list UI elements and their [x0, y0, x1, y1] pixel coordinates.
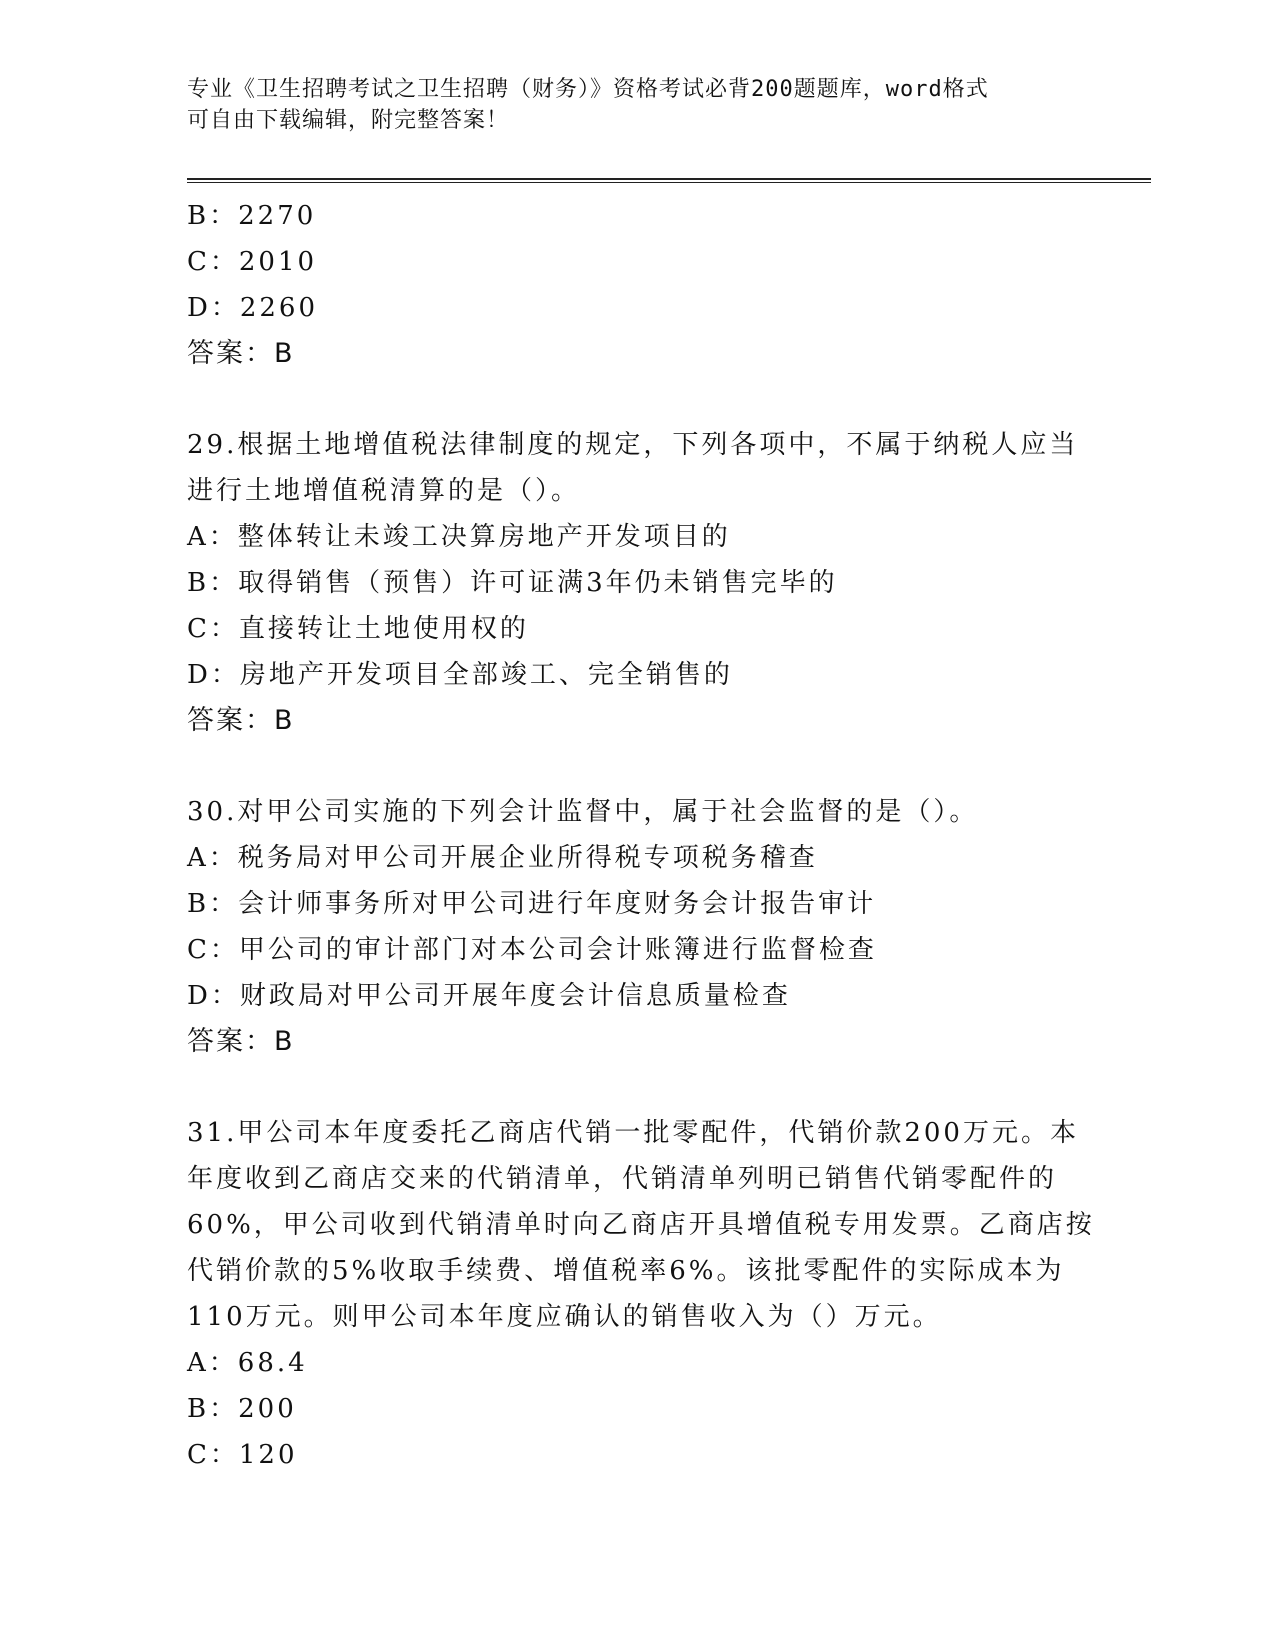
option-c: C：120: [187, 1440, 298, 1470]
question-stem-line: 31.甲公司本年度委托乙商店代销一批零配件，代销价款200万元。本: [187, 1118, 1079, 1148]
option-b: B：2270: [187, 201, 317, 231]
option-b: B：200: [187, 1394, 297, 1424]
option-d: D：房地产开发项目全部竣工、完全销售的: [187, 660, 733, 690]
question-29: [187, 422, 1087, 744]
header-divider-thin: [187, 182, 1151, 183]
option-b: B：会计师事务所对甲公司进行年度财务会计报告审计: [187, 889, 877, 919]
question-30: [187, 789, 1087, 1065]
question-stem-line: 进行土地增值税清算的是（）。: [187, 476, 581, 506]
question-stem-line: 110万元。则甲公司本年度应确认的销售收入为（）万元。: [187, 1302, 942, 1332]
header-line: 可自由下载编辑，附完整答案！: [187, 108, 510, 133]
option-a: A：税务局对甲公司开展企业所得税专项税务稽查: [187, 843, 818, 873]
option-a: A：68.4: [187, 1348, 308, 1378]
option-c: C：直接转让土地使用权的: [187, 614, 529, 644]
answer-line: 答案：B: [187, 338, 295, 369]
question-stem-line: 30.对甲公司实施的下列会计监督中，属于社会监督的是（）。: [187, 797, 979, 827]
answer-line: 答案：B: [187, 1026, 295, 1057]
header-line: 专业《卫生招聘考试之卫生招聘（财务）》资格考试必背200题题库，word格式: [187, 77, 989, 102]
option-b: B：取得销售（预售）许可证满3年仍未销售完毕的: [187, 568, 838, 598]
option-c: C：2010: [187, 247, 318, 277]
option-c: C：甲公司的审计部门对本公司会计账簿进行监督检查: [187, 935, 877, 965]
document-body: [187, 193, 1095, 1478]
question-stem-line: 60%，甲公司收到代销清单时向乙商店开具增值税专用发票。乙商店按: [187, 1210, 1095, 1240]
header-divider: [187, 178, 1151, 180]
option-d: D：财政局对甲公司开展年度会计信息质量检查: [187, 981, 791, 1011]
question-stem-line: 代销价款的5%收取手续费、增值税率6%。该批零配件的实际成本为: [187, 1256, 1065, 1286]
question-31: [187, 1110, 1095, 1478]
question-stem-line: 29.根据土地增值税法律制度的规定，下列各项中，不属于纳税人应当: [187, 430, 1079, 460]
answer-line: 答案：B: [187, 705, 295, 736]
question-prev: [187, 193, 1087, 377]
option-d: D：2260: [187, 293, 319, 323]
question-stem-line: 年度收到乙商店交来的代销清单，代销清单列明已销售代销零配件的: [187, 1164, 1058, 1194]
option-a: A：整体转让未竣工决算房地产开发项目的: [187, 522, 731, 552]
document-header: [187, 74, 1087, 136]
